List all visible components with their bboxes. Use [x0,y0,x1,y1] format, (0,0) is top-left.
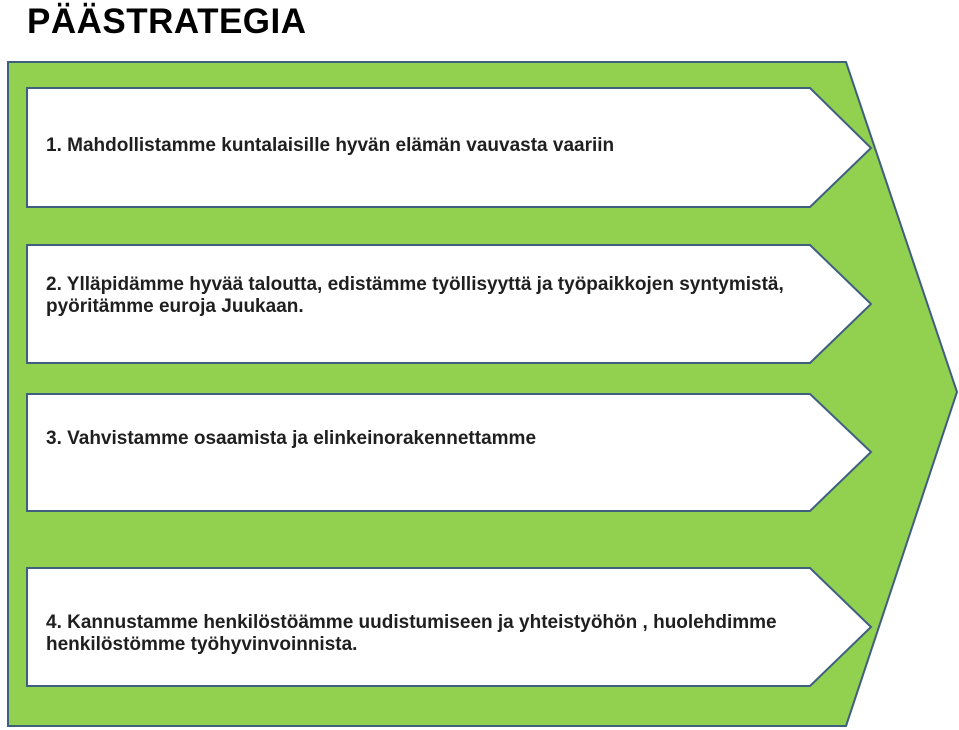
item-label-4: 4. Kannustamme henkilöstöämme uudistumiseen ja yhteistyöhön , huolehdimme henkilöstömme työhyvinvoinnista. [46,612,777,655]
item-label-2: 2. Ylläpidämme hyvää taloutta, edistämme työllisyyttä ja työpaikkojen syntymistä, pyöritämme euroja Juukaan. [46,274,784,317]
item-label-1: 1. Mahdollistamme kuntalaisille hyvän elämän vauvasta vaariin [46,135,615,156]
item-label-3: 3. Vahvistamme osaamista ja elinkeinorakennettamme [46,428,537,449]
item-box-3 [27,394,871,511]
page-title: PÄÄSTRATEGIA [27,2,307,41]
